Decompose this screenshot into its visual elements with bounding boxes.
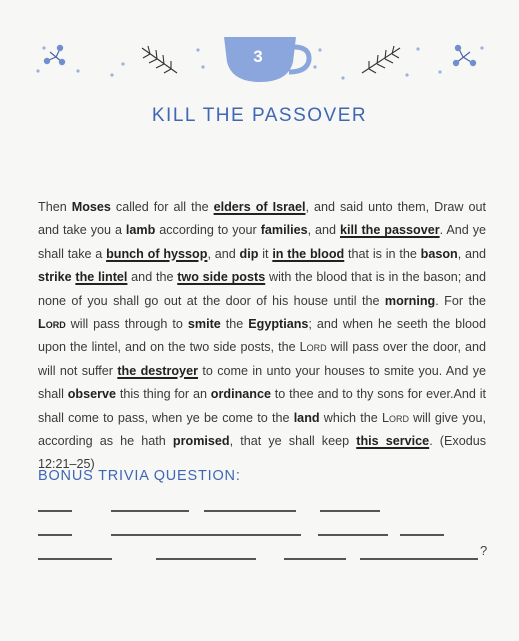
pine-branch-right-icon: [362, 46, 400, 73]
answer-blank: [156, 558, 256, 560]
keyword: bason: [420, 246, 458, 261]
emphasis: [106, 247, 207, 261]
passage-text: . (Exodus 12:21–25): [38, 434, 487, 472]
passage-text: ; and when he seeth the blood upon the lintel, and on the two side posts, the: [38, 317, 486, 355]
answer-blank: [38, 534, 72, 536]
answer-blank: [284, 558, 346, 560]
key-phrase: bunch of hyssop: [106, 246, 208, 261]
answer-blank: [38, 510, 72, 512]
key-phrase: this service: [356, 434, 430, 449]
page-title: KILL THE PASSOVER: [151, 105, 368, 126]
divine-name: Lord: [381, 410, 409, 425]
trivia-heading: BONUS TRIVIA QUESTION:: [38, 468, 241, 484]
keyword: ordinance: [210, 387, 271, 402]
answer-blank: [111, 510, 189, 512]
passage-text: will pass over the door, and will not suffer: [38, 340, 486, 378]
answer-blank: [204, 510, 296, 512]
passage-text: to thee and to thy sons for ever.And it shall come to pass, when ye be come to the: [38, 387, 487, 425]
passage-text: Then: [38, 200, 72, 214]
passage-text: it: [258, 246, 273, 261]
keyword: land: [293, 410, 320, 425]
emphasis: [75, 270, 127, 284]
answer-blank: [111, 534, 301, 536]
question-mark: ?: [480, 543, 488, 558]
keyword: Moses: [71, 200, 111, 214]
key-phrase: the lintel: [75, 270, 128, 285]
passage-text: . For the: [435, 293, 486, 308]
passage-text: , that ye shall keep: [229, 434, 357, 449]
scripture-passage: [38, 196, 486, 477]
passage-text: , and said unto them, Draw out and take you a: [38, 200, 486, 238]
passage-text: , and: [307, 223, 341, 238]
passage-text: this thing for an: [116, 387, 211, 402]
passage-text: with the blood that is in the bason; and none of you shall go out at the door of his house until the: [38, 270, 486, 308]
passage-text: that is in the: [344, 246, 421, 261]
passage-text: , and: [457, 246, 487, 261]
keyword: morning: [384, 293, 436, 308]
emphasis: [356, 434, 429, 448]
passage-text: which the: [319, 410, 382, 425]
answer-blanks: [38, 496, 498, 566]
passage-text: to come in unto your houses to smite you. And ye shall: [38, 363, 486, 402]
key-phrase: kill the passover: [340, 223, 440, 238]
keyword: Egyptians: [248, 317, 309, 332]
passage-text: will pass through to: [65, 317, 188, 332]
passage-text: the: [220, 317, 249, 332]
answer-blank: [400, 534, 444, 536]
keyword: dip: [239, 246, 259, 261]
key-phrase: in the blood: [272, 246, 345, 261]
emphasis: [214, 200, 306, 214]
answer-blank: [318, 534, 388, 536]
key-phrase: two side posts: [177, 270, 266, 285]
keyword: lamb: [125, 223, 156, 238]
passage-text: . And ye shall take a: [38, 223, 487, 261]
keyword: promised: [172, 434, 230, 449]
passage-text: will give you, according as he hath: [38, 410, 486, 449]
passage-text: , and: [207, 246, 240, 261]
keyword: Lord: [38, 317, 66, 332]
keyword: families: [260, 223, 308, 238]
keyword: strike: [38, 270, 72, 285]
passage-text: called for all the: [110, 200, 214, 214]
key-phrase: the destroyer: [117, 363, 198, 378]
answer-blank: [38, 558, 112, 560]
keyword: observe: [67, 387, 117, 402]
emphasis: [340, 223, 440, 237]
key-phrase: elders of Israel: [213, 200, 306, 214]
passage-text: according to your: [155, 223, 261, 238]
emphasis: [272, 247, 344, 261]
answer-blank: [360, 558, 478, 560]
chapter-number: 3: [253, 47, 263, 66]
emphasis: [117, 364, 198, 378]
divine-name: Lord: [299, 340, 327, 355]
emphasis: [177, 270, 265, 284]
keyword: smite: [187, 317, 221, 332]
answer-blank: [320, 510, 380, 512]
passage-text: and the: [127, 270, 178, 285]
pine-branch-left-icon: [142, 46, 177, 73]
